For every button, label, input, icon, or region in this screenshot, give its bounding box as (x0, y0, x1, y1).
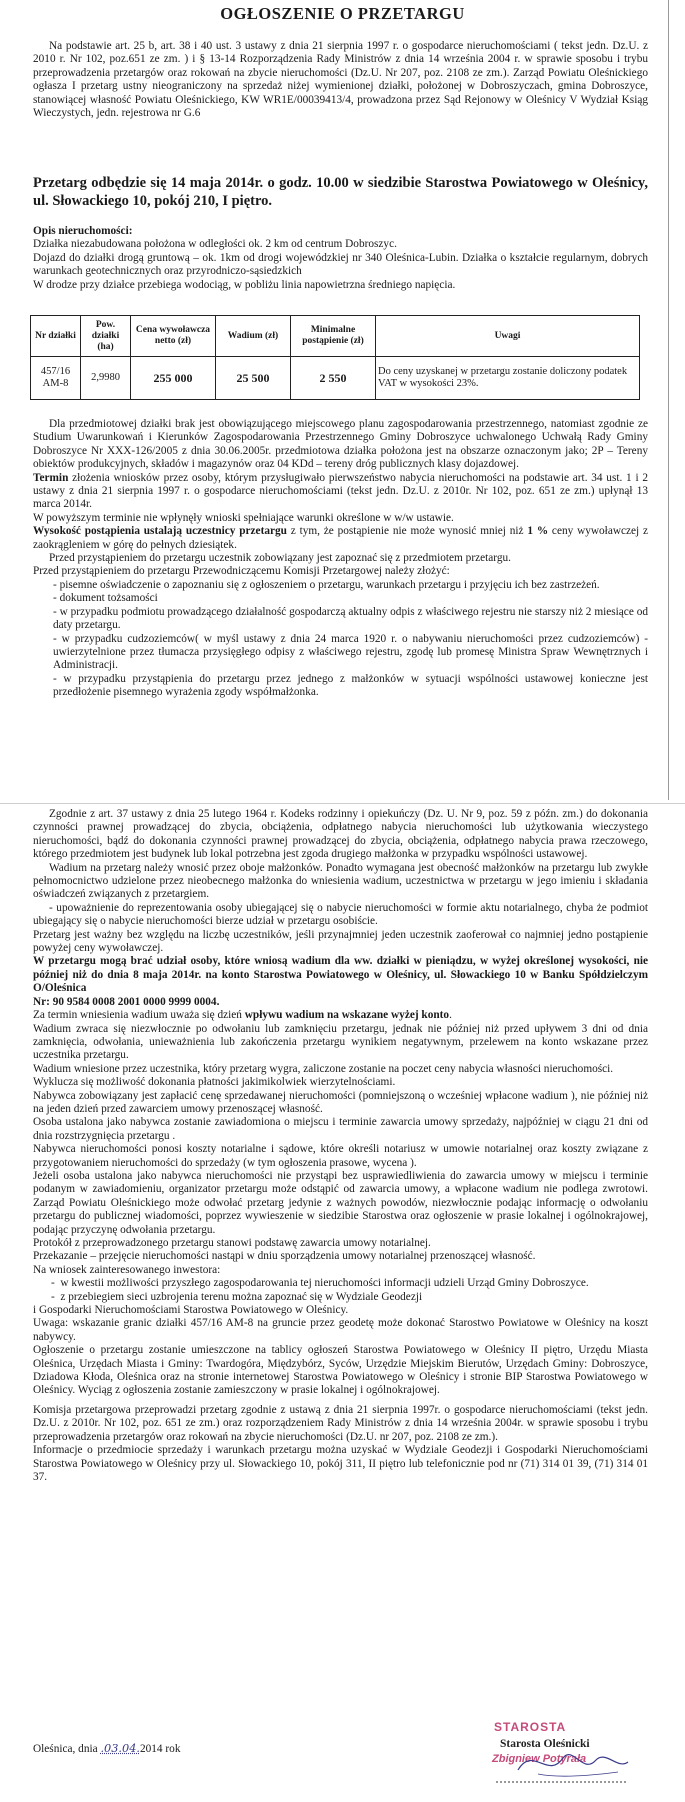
table-row (31, 357, 640, 400)
table-header-cell: Cena wywoławcza netto (zł) (131, 316, 216, 357)
table-cell-price: 255 000 (131, 357, 216, 400)
handwritten-signature (478, 1740, 658, 1785)
increment-bold: Wysokość postąpienia ustalają uczestnicy przetargu (33, 525, 287, 538)
document-item: - w przypadku podmiotu prowadzącego działalność gospodarczą aktualny odpis z właściwego rejestru nie starszy niż 2 miesiące od daty przetargu. (53, 605, 648, 632)
deadline-label: Termin (33, 471, 69, 484)
withdrawal-paragraph: Jeżeli osoba ustalona jako nabywca nieruchomości nie przystąpi bez usprawiedliwienia do zawarcia umowy w miejscu i terminie podanym w zawiadomieniu, organizator przetargu może odstąpić od zawarcia umowy, a wpłacone wadium nie podlega zwrotowi. Zarząd Powiatu Oleśnickiego może odwołać przetarg jedynie z ważnych powodów, niezwłocznie podając informację o odwołaniu przetargu do publicznej wiadomości, poprzez wywieszenie w siedzibie Starostwa oraz ogłoszenie w prasie lokalnej i ogólnokrajowej, podając przyczynę odwołania przetargu. (33, 1169, 648, 1236)
increment-percent: 1 % (527, 525, 549, 538)
notification-paragraph: Osoba ustalona jako nabywca zostanie zawiadomiona o miejscu i terminie zawarcia umowy sprzedaży, najpóźniej w ciągu 21 dni od dnia rozstrzygnięcia przetargu . (33, 1116, 648, 1142)
increment-text: z tym, że postąpienie nie może wynosić mniej niż (286, 525, 528, 538)
document-item: - pisemne oświadczenie o zapoznaniu się z ogłoszeniem o przetargu, warunkach przetargu i przyjęciu ich bez zastrzeżeń. (53, 578, 600, 591)
intro-paragraph: Na podstawie art. 25 b, art. 38 i 40 ust. 3 ustawy z dnia 21 sierpnia 1997 r. o gospodarce nieruchomościami ( tekst jedn. Dz.U. z 2010 r. Nr 102, poz.651 ze zm. ) i § 13-14 Rozporządzenia Rady Ministrów z dnia 14 września 2004 r. w sprawie sposobu i trybu przeprowadzenia przetargów oraz rokowań na zbycie nieruchomości (Dz.U. Nr 207, poz. 2108 ze zm.). Zarząd Powiatu Oleśnickiego ogłasza I przetarg ustny nieograniczony na sprzedaż niżej wymienionej działki, położonej w Dobroszyczach, gmina Dobroszyce, stanowiącej własność Powiatu Oleśnickiego, KW WR1E/00039413/4, prowadzona przez Sąd Rejonowy w Oleśnicy V Wydział Ksiąg Wieczystych, jedn. rejestrowa nr G.6 (33, 40, 648, 120)
description-heading: Opis nieruchomości: (33, 225, 133, 237)
table-cell-min-increment: 2 550 (291, 357, 376, 400)
body-section-1 (33, 418, 648, 700)
property-table (30, 315, 640, 400)
handwritten-date: .03.04. (100, 1742, 140, 1755)
scan-join-line (0, 803, 685, 804)
table-cell-plot-number: 457/16 AM-8 (31, 357, 81, 400)
information-paragraph: Informacje o przedmiocie sprzedaży i warunkach przetargu można uzyskać w Wydziale Geodezji i Gospodarki Nieruchomościami Starostwa Powiatowego w Oleśnicy przy ul. Słowackiego 10, pokój 311, II piętro lub telefonicznie pod nr (71) 314 01 39, (71) 314 01 37. (33, 1444, 648, 1483)
table-header-cell: Wadium (zł) (216, 316, 291, 357)
scan-edge-line (668, 0, 669, 800)
note-paragraph: Uwaga: wskazanie granic działki 457/16 AM-8 na gruncie przez geodetę może dokonać Starostwo Powiatowe w Oleśnicy na koszt nabywcy. (33, 1317, 648, 1343)
costs-paragraph: Nabywca nieruchomości ponosi koszty notarialne i sądowe, które określi notariusz w umowie notarialnej oraz koszty związane z przygotowaniem nieruchomości do sprzedaży (w tym ogłoszenia prasowe, wycena ). (33, 1143, 648, 1169)
protocol-paragraph: Protokół z przeprowadzonego przetargu stanowi podstawę zawarcia umowy notarialnej. (33, 1237, 431, 1249)
validity-paragraph: Przetarg jest ważny bez względu na liczbę uczestników, jeśli przynajmniej jeden uczestnik zaoferował co najmniej jedno postąpienie powyżej ceny wywoławczej. (33, 928, 648, 955)
signature-stamp (478, 1720, 658, 1790)
description-line: Dojazd do działki drogą gruntową – ok. 1km od drogi wojewódzkiej nr 340 Oleśnica-Lubin. Działka o kształcie regularnym, dobrych warunkach geotechnicznych oraz przyrodniczo-sąsiedzkich (33, 251, 648, 278)
investor-request-intro: Na wniosek zainteresowanego inwestora: (33, 1263, 221, 1276)
auction-announcement: Przetarg odbędzie się 14 maja 2014r. o godz. 10.00 w siedzibie Starostwa Powiatowego w Oleśnicy, ul. Słowackiego 10, pokój 210, I piętro. (33, 175, 648, 209)
stamp-top-text: STAROSTA (494, 1720, 567, 1734)
investor-item-text: w kwestii możliwości przyszłego zagospodarowania tej nieruchomości informacji udzieli Urząd Gminy Dobroszyce. (60, 1277, 589, 1290)
familiarize-paragraph: Przed przystąpieniem do przetargu uczestnik zobowiązany jest zapoznać się z przedmiotem przetargu. (49, 552, 511, 565)
payment-exclusion-paragraph: Wyklucza się możliwość dokonania płatności jakimikolwiek wierzytelnościami. (33, 1076, 396, 1089)
deposit-credit-paragraph: Wadium wniesione przez uczestnika, który przetarg wygra, zaliczone zostanie na poczet ceny nabycia własności nieruchomości. (33, 1062, 614, 1075)
commission-paragraph: Komisja przetargowa przeprowadzi przetarg zgodnie z ustawą z dnia 21 sierpnia 1997r. o gospodarce nieruchomościami (tekst jedn. Dz.U. z 2010r. Nr 102, poz. 651 ze zm.) oraz rozporządzeniem Rady Ministrów z dnia 14 września 2004r. w sprawie sposobu i trybu przeprowadzenia przetargów oraz rokowań na zbycie nieruchomości (Dz.U. nr 207, poz. 2108 ze zm.). (33, 1403, 648, 1443)
body-section-2 (33, 808, 648, 1484)
document-item: - w przypadku cudzoziemców( w myśl ustawy z dnia 24 marca 1920 r. o nabywaniu nieruchomości przez cudzoziemców) - uwierzytelnione przez tłumacza przysięgłego odpisy z właściwego rejestru, zgodę lub promesę Ministra Spraw Wewnętrznych i Administracji. (53, 632, 648, 672)
property-description (33, 225, 648, 292)
table-header-cell: Nr działki (31, 316, 81, 357)
no-applications-paragraph: W powyższym terminie nie wpłynęły wnioski spełniające warunki określone w w/w ustawie. (33, 511, 454, 524)
investor-item: - w kwestii możliwości przyszłego zagospodarowania tej nieruchomości informacji udzieli Urząd Gminy Dobroszyce. (51, 1277, 589, 1290)
investor-item: - z przebiegiem sieci uzbrojenia terenu można zapoznać się w Wydziale Geodezji (51, 1290, 423, 1303)
deposit-conditions: W przetargu mogą brać udział osoby, które wniosą wadium dla ww. działki w pieniądzu, w wyżej określonej wysokości, nie później niż do dnia 8 maja 2014r. na konto Starostwa Powiatowego w Oleśnicy, ul. Słowackiego 10 w Banku Spółdzielczym O/Oleśnica (33, 955, 648, 995)
table-header-cell: Pow. działki (ha) (81, 316, 131, 357)
table-cell-area: 2,9980 (81, 357, 131, 400)
signer-name: Zbigniew Potyrała (492, 1753, 587, 1765)
table-header-cell: Uwagi (376, 316, 640, 357)
price-payment-paragraph: Nabywca zobowiązany jest zapłacić cenę sprzedawanej nieruchomości (pomniejszoną o wcześniej wpłacone wadium ), nie później niż na jeden dzień przed zawarciem umowy przenoszącej własność. (33, 1089, 648, 1115)
table-header-cell: Minimalne postąpienie (zł) (291, 316, 376, 357)
department-line: i Gospodarki Nieruchomościami Starostwa Powiatowego w Oleśnicy. (33, 1304, 349, 1317)
signer-title: Starosta Oleśnicki (500, 1738, 590, 1750)
table-header-row (31, 316, 640, 357)
deadline-paragraph (33, 472, 648, 512)
document-title: OGŁOSZENIE O PRZETARGU (220, 4, 465, 23)
planning-paragraph: Dla przedmiotowej działki brak jest obowiązującego miejscowego planu zagospodarowania przestrzennego, natomiast zgodnie ze Studium Uwarunkowań i Kierunków Zagospodarowania Przestrzennego Gminy Dobroszyce uchwalonego Uchwałą Rady Gminy Dobroszyce Nr XXX-126/2005 z dnia 30.06.2005r. przedmiotowa działka położona jest na obszarze oznaczonym jako; 2P – Tereny obiektów produkcyjnych, składów i magazynów oraz 04 KDd – tereny dróg publicznych klasy dojazdowej. (33, 418, 648, 471)
bank-account-number: Nr: 90 9584 0008 2001 0000 9999 0004. (33, 995, 220, 1008)
table-cell-remarks: Do ceny uzyskanej w przetargu zostanie doliczony podatek VAT w wysokości 23%. (376, 357, 640, 400)
investor-item-text: z przebiegiem sieci uzbrojenia terenu można zapoznać się w Wydziale Geodezji (60, 1290, 423, 1303)
increment-paragraph (33, 525, 648, 552)
deadline-text: złożenia wniosków przez osoby, którym przysługiwało pierwszeństwo nabycia nieruchomości na podstawie art. 34 ust. 1 i 2 ustawy z dnia 21 sierpnia 1997 r. o gospodarce nieruchomościami (tekst jedn. Dz.U. z 2010r. Nr 102, poz. 651 ze zm.) upłynął 13 marca 2014r. (33, 471, 648, 511)
table-cell-deposit: 25 500 (216, 357, 291, 400)
place-date-prefix: Oleśnica, dnia (33, 1743, 98, 1755)
intro-section (33, 40, 648, 120)
deposit-date-text: Za termin wniesienia wadium uważa się dzień (33, 1009, 245, 1022)
spouses-deposit-paragraph: Wadium na przetarg należy wnosić przez oboje małżonków. Ponadto wymagana jest obecność małżonków na przetargu lub zwykłe pełnomocnictwo udzielone przez nieobecnego małżonka do wniesienia wadium, uczestnictwa w przetargu w jego imieniu i składania oświadczeń związanych z przetargiem. (33, 861, 648, 901)
deposit-date-bold: wpływu wadium na wskazane wyżej konto (244, 1009, 450, 1022)
deposit-date-paragraph (33, 1009, 648, 1022)
increment-text-end: ceny wywoławczej z zaokrągleniem w górę do pełnych dziesiątek. (33, 525, 648, 551)
description-line: W drodze przy działce przebiega wodociąg, w pobliżu linia napowietrzna średniego napięcia. (33, 278, 456, 291)
handover-paragraph: Przekazanie – przejęcie nieruchomości nastąpi w dniu sporządzenia umowy notarialnej przenoszącej własność. (33, 1250, 536, 1263)
description-line: Działka niezabudowana położona w odległości ok. 2 km od centrum Dobroszyc. (33, 238, 397, 251)
refund-paragraph: Wadium zwraca się niezwłocznie po odwołaniu lub zamknięciu przetargu, jednak nie później niż przed upływem 3 dni od dnia zamknięcia, odwołania, unieważnienia lub zakończenia przetargu wynikiem negatywnym, przelewem na konto wskazane przez uczestnika przetargu. (33, 1022, 648, 1062)
family-code-paragraph: Zgodnie z art. 37 ustawy z dnia 25 lutego 1964 r. Kodeks rodzinny i opiekuńczy (Dz. U. Nr 9, poz. 59 z późn. zm.) do dokonania czynności prawnej prowadzącej do zbycia, obciążenia, odpłatnego nabycia nieruchomości lub użytkowania wieczystego nieruchomości, bądź do dokonania czynności prawnej prowadzącej do zbycia, obciążenia, odpłatnego nabycia prawa rzeczowego, którego przedmiotem jest budynek lub lokal potrzebna jest zgoda drugiego małżonka w przypadku wspólności ustawowej. (33, 808, 648, 861)
documents-intro: Przed przystąpieniem do przetargu Przewodniczącemu Komisji Przetargowej należy złożyć: (33, 565, 450, 578)
document-item: - w przypadku przystąpienia do przetargu przez jednego z małżonków w sytuacji wspólności ustawowej konieczne jest przedłożenie pisemnego wyrażenia zgody współmałżonka. (53, 672, 648, 699)
document-item: - dokument tożsamości (53, 592, 158, 605)
place-date-suffix: 2014 rok (139, 1743, 181, 1755)
deposit-date-end: . (449, 1009, 452, 1022)
power-of-attorney-paragraph: - upoważnienie do reprezentowania osoby ubiegającej się o nabycie nieruchomości w formie aktu notarialnego, chyba że podmiot ubiegający się o nabycie nieruchomości bierze udział w przetargu osobiście. (33, 901, 648, 928)
publication-paragraph: Ogłoszenie o przetargu zostanie umieszczone na tablicy ogłoszeń Starostwa Powiatowego w Oleśnicy II piętro, Urzędu Miasta Oleśnica, Urzędach Miasta i Gminy: Twardogóra, Międzybórz, Syców, Urzędzie Miejskim Bierutów, Urzędach Gminy: Dobroszyce, Dziadowa Kłoda, Oleśnica oraz na stronie internetowej Starostwa Powiatowego w Oleśnicy i stronie BIP Starostwa Powiatowego w Oleśnicy. Wyciąg z ogłoszenia zostanie zamieszczony w prasie lokalnej i ogólnokrajowej. (33, 1344, 648, 1397)
